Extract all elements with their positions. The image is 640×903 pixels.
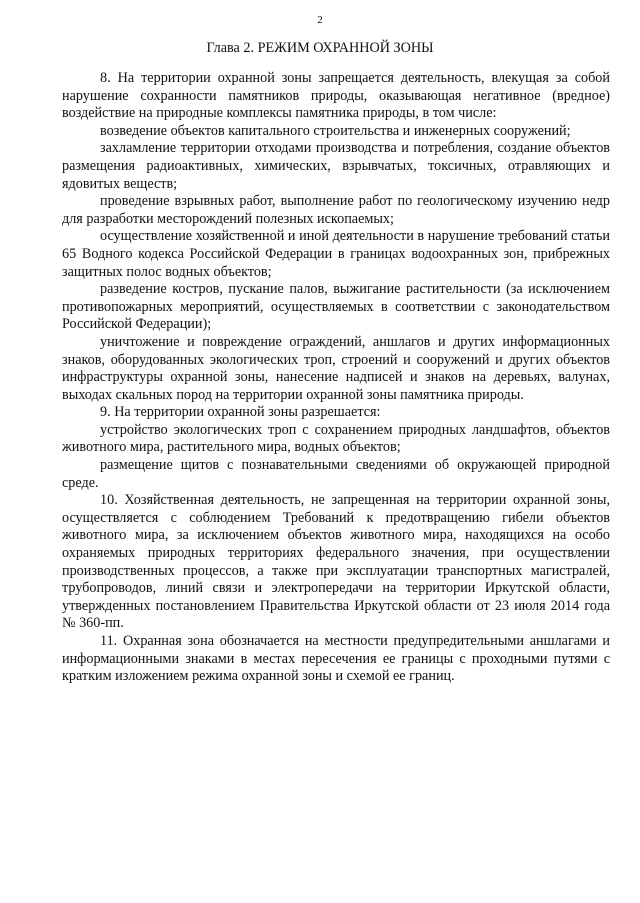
list-item-info-boards: размещение щитов с познавательными сведениями об окружающей природной среде.	[62, 457, 610, 491]
page-number: 2	[317, 14, 323, 26]
paragraph-10: 10. Хозяйственная деятельность, не запрещенная на территории охранной зоны, осуществляется с соблюдением Требований к предотвращению гибели объектов животного мира, за исключением объектов животного мира, находящихся на особо охраняемых природных территориях федерального значения, при осуществлении производственных процессов, а также при эксплуатации транспортных магистралей, трубопроводов, линий связи и электропередачи на территории Иркутской области, утвержденных постановлением Правительства Иркутской области от 23 июля 2014 года № 360-пп.	[62, 492, 610, 632]
list-item-water-code: осуществление хозяйственной и иной деятельности в нарушение требований статьи 65 Водного кодекса Российской Федерации в границах водоохранных зон, прибрежных защитных полос водных объектов;	[62, 228, 610, 280]
chapter-title: Глава 2. РЕЖИМ ОХРАННОЙ ЗОНЫ	[206, 40, 434, 56]
body-text	[62, 70, 610, 686]
list-item-damage: уничтожение и повреждение ограждений, аншлагов и других информационных знаков, оборудованных экологических троп, строений и сооружений и других объектов инфраструктуры охранной зоны, нанесение надписей и знаков на деревьях, валунах, выходах скальных пород на территории охранной зоны памятника природы.	[62, 333, 610, 403]
list-item-blasting: проведение взрывных работ, выполнение работ по геологическому изучению недр для разработки месторождений полезных ископаемых;	[62, 193, 610, 227]
list-item-fires: разведение костров, пускание палов, выжигание растительности (за исключением противопожарных мероприятий, осуществляемых в соответствии с законодательством Российской Федерации);	[62, 281, 610, 333]
list-item-littering: захламление территории отходами производства и потребления, создание объектов размещения радиоактивных, химических, взрывчатых, токсичных, отравляющих и ядовитых веществ;	[62, 140, 610, 192]
paragraph-8-intro: 8. На территории охранной зоны запрещается деятельность, влекущая за собой нарушение сохранности памятников природы, оказывающая негативное (вредное) воздействие на природные комплексы памятника природы, в том числе:	[62, 70, 610, 122]
list-item-eco-trails: устройство экологических троп с сохранением природных ландшафтов, объектов животного мира, растительного мира, водных объектов;	[62, 421, 610, 456]
paragraph-9-intro: 9. На территории охранной зоны разрешается:	[100, 404, 381, 421]
list-item-construction: возведение объектов капитального строительства и инженерных сооружений;	[100, 122, 571, 139]
paragraph-11: 11. Охранная зона обозначается на местности предупредительными аншлагами и информационными знаками в местах пересечения ее границы с проходными путями с кратким изложением режима охранной зоны и схемой ее границ.	[62, 633, 610, 685]
